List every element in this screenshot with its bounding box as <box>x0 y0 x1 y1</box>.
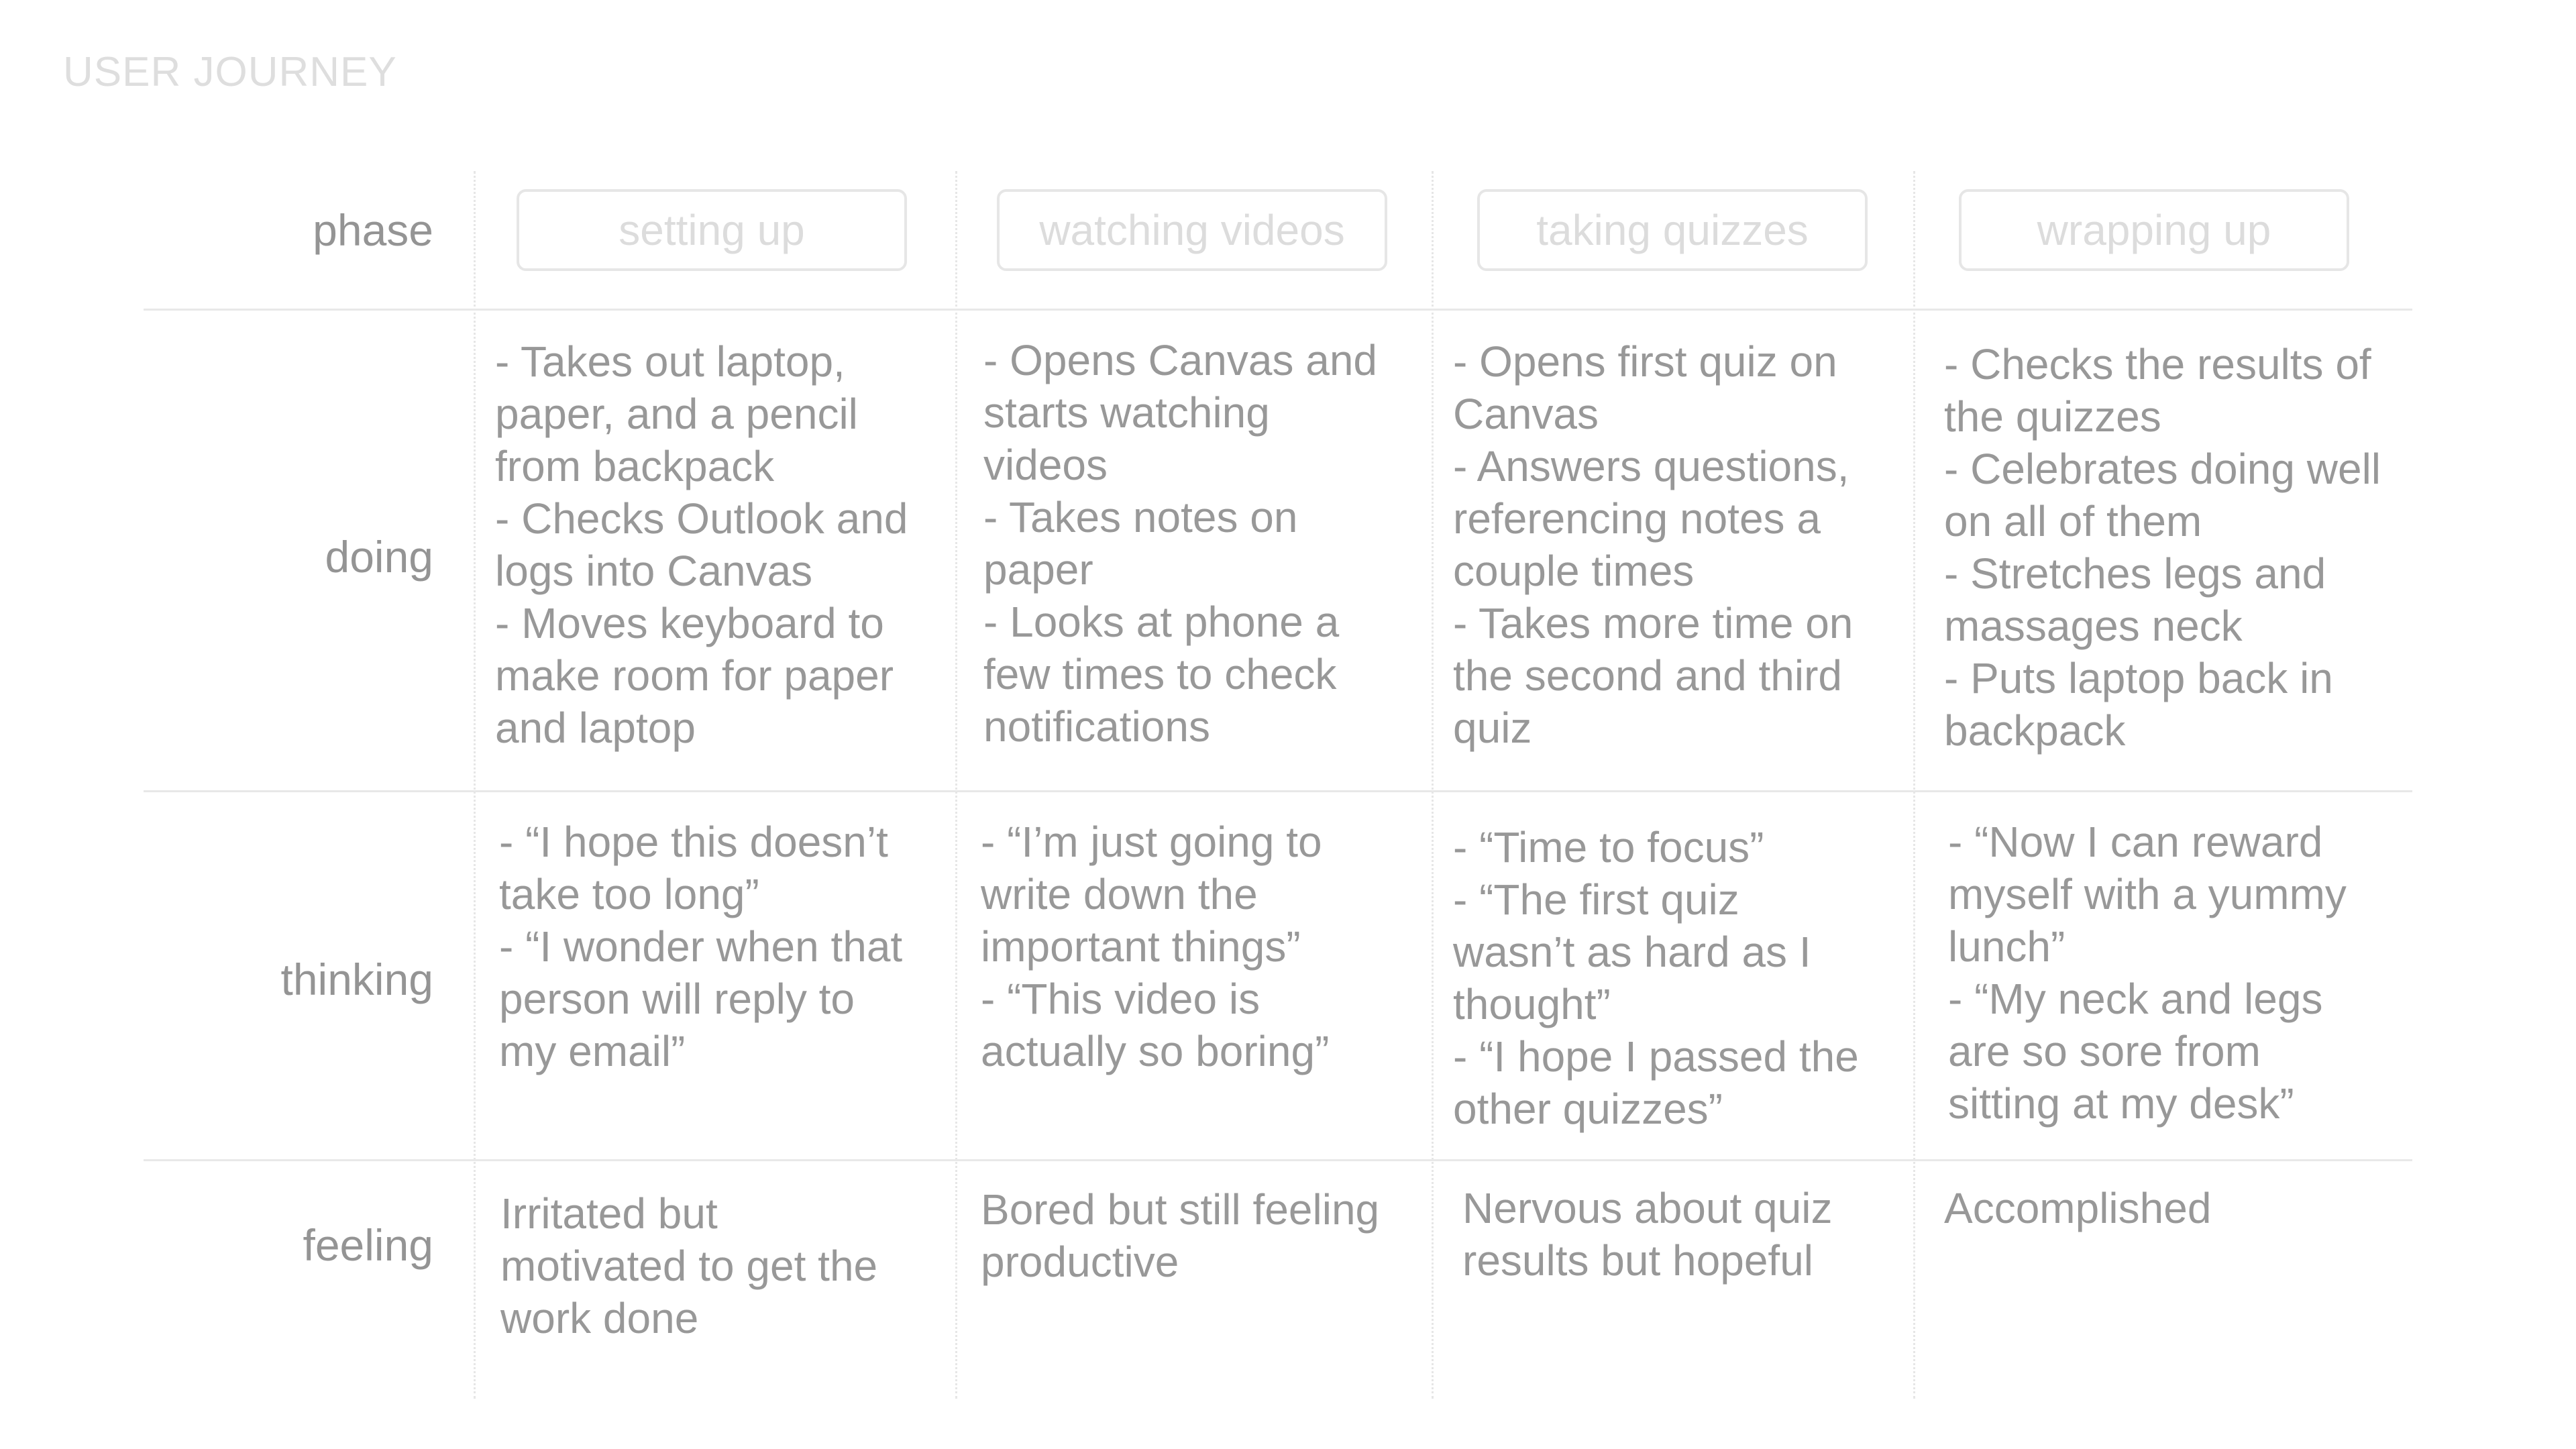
thinking-cell-watching-videos <box>981 816 1424 1077</box>
cell-line: paper, and a pencil <box>495 390 858 438</box>
cell-line: wasn’t as hard as I <box>1453 928 1811 976</box>
cell-line: - Celebrates doing well <box>1944 445 2381 493</box>
cell-line: - “Time to focus” <box>1453 823 1764 871</box>
feeling-cell-watching-videos <box>981 1183 1424 1288</box>
doing-cell-watching-videos <box>983 334 1426 753</box>
cell-line: - Moves keyboard to <box>495 599 884 647</box>
cell-line: notifications <box>983 702 1210 751</box>
cell-line: actually so boring” <box>981 1027 1330 1075</box>
cell-line: other quizzes” <box>1453 1085 1723 1133</box>
row-divider <box>144 1159 2412 1161</box>
cell-line: - “Now I can reward <box>1948 818 2323 866</box>
cell-line: take too long” <box>499 870 759 918</box>
column-divider <box>1913 171 1915 1399</box>
feeling-cell-setting-up <box>500 1187 943 1344</box>
cell-line: work done <box>500 1294 699 1342</box>
row-label-doing: doing <box>325 532 433 582</box>
cell-line: lunch” <box>1948 922 2065 971</box>
cell-line: - Checks the results of <box>1944 340 2371 388</box>
cell-line: - “I wonder when that <box>499 922 903 971</box>
cell-line: the second and third <box>1453 651 1842 700</box>
thinking-cell-wrapping-up <box>1948 816 2391 1130</box>
cell-line: results but hopeful <box>1462 1236 1813 1285</box>
cell-line: Nervous about quiz <box>1462 1184 1833 1232</box>
row-divider <box>144 309 2412 311</box>
cell-line: few times to check <box>983 650 1337 698</box>
cell-line: make room for paper <box>495 651 894 700</box>
page-title: USER JOURNEY <box>63 49 397 95</box>
cell-line: logs into Canvas <box>495 547 813 595</box>
cell-line: videos <box>983 441 1108 489</box>
row-divider <box>144 790 2412 792</box>
cell-line: person will reply to <box>499 975 855 1023</box>
cell-line: Accomplished <box>1944 1184 2212 1232</box>
cell-line: - Opens first quiz on <box>1453 337 1837 386</box>
cell-line: Canvas <box>1453 390 1599 438</box>
cell-line: - Opens Canvas and <box>983 336 1377 384</box>
column-divider <box>1432 171 1434 1399</box>
column-divider <box>474 171 476 1399</box>
cell-line: motivated to get the <box>500 1242 878 1290</box>
thinking-cell-taking-quizzes <box>1453 821 1896 1135</box>
cell-line: thought” <box>1453 980 1611 1028</box>
cell-line: - Takes notes on <box>983 493 1298 541</box>
cell-line: - “I hope this doesn’t <box>499 818 888 866</box>
doing-cell-taking-quizzes <box>1453 335 1896 754</box>
cell-line: Irritated but <box>500 1189 718 1238</box>
cell-line: important things” <box>981 922 1301 971</box>
cell-line: paper <box>983 545 1093 594</box>
phase-pill-setting-up: setting up <box>517 189 907 271</box>
cell-line: starts watching <box>983 388 1270 437</box>
cell-line: - Checks Outlook and <box>495 494 908 543</box>
cell-line: are so sore from <box>1948 1027 2261 1075</box>
cell-line: - Takes more time on <box>1453 599 1854 647</box>
row-label-phase: phase <box>313 205 433 255</box>
cell-line: backpack <box>1944 706 2126 755</box>
cell-line: - “I hope I passed the <box>1453 1032 1859 1081</box>
cell-line: productive <box>981 1238 1179 1286</box>
cell-line: sitting at my desk” <box>1948 1079 2294 1128</box>
cell-line: myself with a yummy <box>1948 870 2347 918</box>
thinking-cell-setting-up <box>499 816 942 1077</box>
cell-line: couple times <box>1453 547 1695 595</box>
cell-line: - Answers questions, <box>1453 442 1849 490</box>
cell-line: - Takes out laptop, <box>495 337 845 386</box>
phase-pill-wrapping-up: wrapping up <box>1959 189 2349 271</box>
feeling-cell-wrapping-up <box>1944 1182 2387 1234</box>
doing-cell-wrapping-up <box>1944 338 2387 757</box>
phase-pill-watching-videos: watching videos <box>997 189 1387 271</box>
row-label-feeling: feeling <box>303 1220 433 1270</box>
phase-pill-taking-quizzes: taking quizzes <box>1477 189 1868 271</box>
cell-line: referencing notes a <box>1453 494 1821 543</box>
cell-line: - “My neck and legs <box>1948 975 2323 1023</box>
cell-line: massages neck <box>1944 602 2243 650</box>
cell-line: my email” <box>499 1027 686 1075</box>
cell-line: - Looks at phone a <box>983 598 1340 646</box>
doing-cell-setting-up <box>495 335 938 754</box>
cell-line: and laptop <box>495 704 696 752</box>
cell-line: - “I’m just going to <box>981 818 1322 866</box>
cell-line: - “This video is <box>981 975 1260 1023</box>
row-label-thinking: thinking <box>280 955 433 1004</box>
cell-line: - Puts laptop back in <box>1944 654 2333 702</box>
cell-line: - Stretches legs and <box>1944 549 2326 598</box>
cell-line: write down the <box>981 870 1258 918</box>
cell-line: the quizzes <box>1944 392 2161 441</box>
cell-line: quiz <box>1453 704 1532 752</box>
cell-line: on all of them <box>1944 497 2202 545</box>
cell-line: from backpack <box>495 442 775 490</box>
column-divider <box>955 171 957 1399</box>
feeling-cell-taking-quizzes <box>1462 1182 1905 1287</box>
cell-line: Bored but still feeling <box>981 1185 1380 1234</box>
cell-line: - “The first quiz <box>1453 875 1739 924</box>
